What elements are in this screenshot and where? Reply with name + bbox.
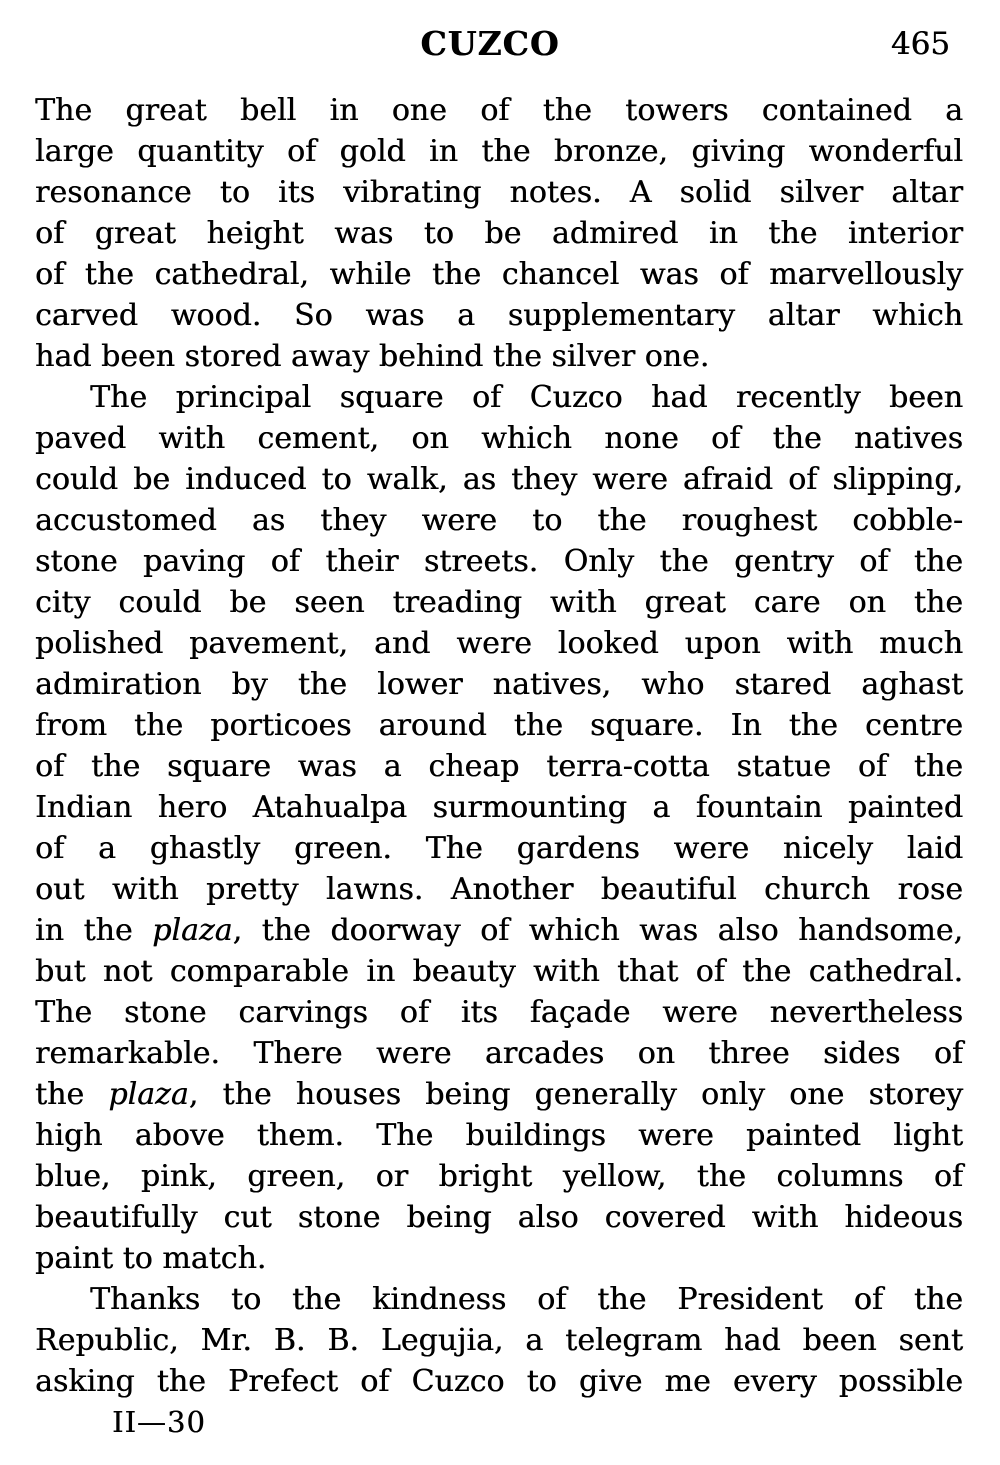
text-line: but not comparable in beauty with that of the cathedral.	[35, 954, 963, 989]
paragraph	[35, 1279, 963, 1402]
running-head: CUZCO	[420, 24, 560, 63]
text-line: in the plaza, the doorway of which was also handsome,	[35, 913, 964, 948]
page-header	[0, 0, 1000, 64]
text-line: accustomed as they were to the roughest cobble-	[35, 503, 963, 538]
text-line: paint to match.	[35, 1241, 267, 1276]
text-line: The principal square of Cuzco had recently been	[90, 380, 963, 415]
italic-text: plaza	[108, 1077, 189, 1112]
text-line: Thanks to the kindness of the President of the	[90, 1282, 963, 1317]
text-line: admiration by the lower natives, who stared aghast	[35, 667, 963, 702]
text-line: blue, pink, green, or bright yellow, the columns of	[35, 1159, 963, 1194]
text-line: The stone carvings of its façade were nevertheless	[35, 995, 963, 1030]
text-line: the plaza, the houses being generally only one storey	[35, 1077, 964, 1112]
page-footer	[0, 1405, 1000, 1439]
signature-mark: II—30	[112, 1405, 206, 1439]
text-line: Indian hero Atahualpa surmounting a fountain painted	[35, 790, 963, 825]
text-line: The great bell in one of the towers contained a	[35, 93, 963, 128]
text-line: out with pretty lawns. Another beautiful church rose	[35, 872, 963, 907]
text-line: had been stored away behind the silver one.	[35, 339, 710, 374]
text-line: of a ghastly green. The gardens were nicely laid	[35, 831, 963, 866]
page-body-text	[0, 90, 1000, 1402]
text-line: polished pavement, and were looked upon with much	[35, 626, 963, 661]
text-line: stone paving of their streets. Only the gentry of the	[35, 544, 963, 579]
text-line: resonance to its vibrating notes. A solid silver altar	[35, 175, 963, 210]
text-line: from the porticoes around the square. In the centre	[35, 708, 963, 743]
italic-text: plaza	[152, 913, 233, 948]
text-line: Republic, Mr. B. B. Legujia, a telegram had been sent	[35, 1323, 963, 1358]
text-line: of the cathedral, while the chancel was of marvellously	[35, 257, 963, 292]
text-line: of the square was a cheap terra-cotta statue of the	[35, 749, 963, 784]
text-line: paved with cement, on which none of the natives	[35, 421, 963, 456]
text-line: asking the Prefect of Cuzco to give me every possible	[35, 1364, 963, 1399]
text-line: remarkable. There were arcades on three sides of	[35, 1036, 963, 1071]
text-line: large quantity of gold in the bronze, giving wonderful	[35, 134, 963, 169]
text-line: of great height was to be admired in the interior	[35, 216, 963, 251]
text-line: beautifully cut stone being also covered with hideous	[35, 1200, 963, 1235]
page-number: 465	[890, 26, 950, 62]
text-line: city could be seen treading with great care on the	[35, 585, 963, 620]
text-line: high above them. The buildings were painted light	[35, 1118, 963, 1153]
text-line: could be induced to walk, as they were afraid of slipping,	[35, 462, 963, 497]
paragraph	[35, 377, 963, 1279]
paragraph	[35, 90, 963, 377]
text-line: carved wood. So was a supplementary altar which	[35, 298, 963, 333]
